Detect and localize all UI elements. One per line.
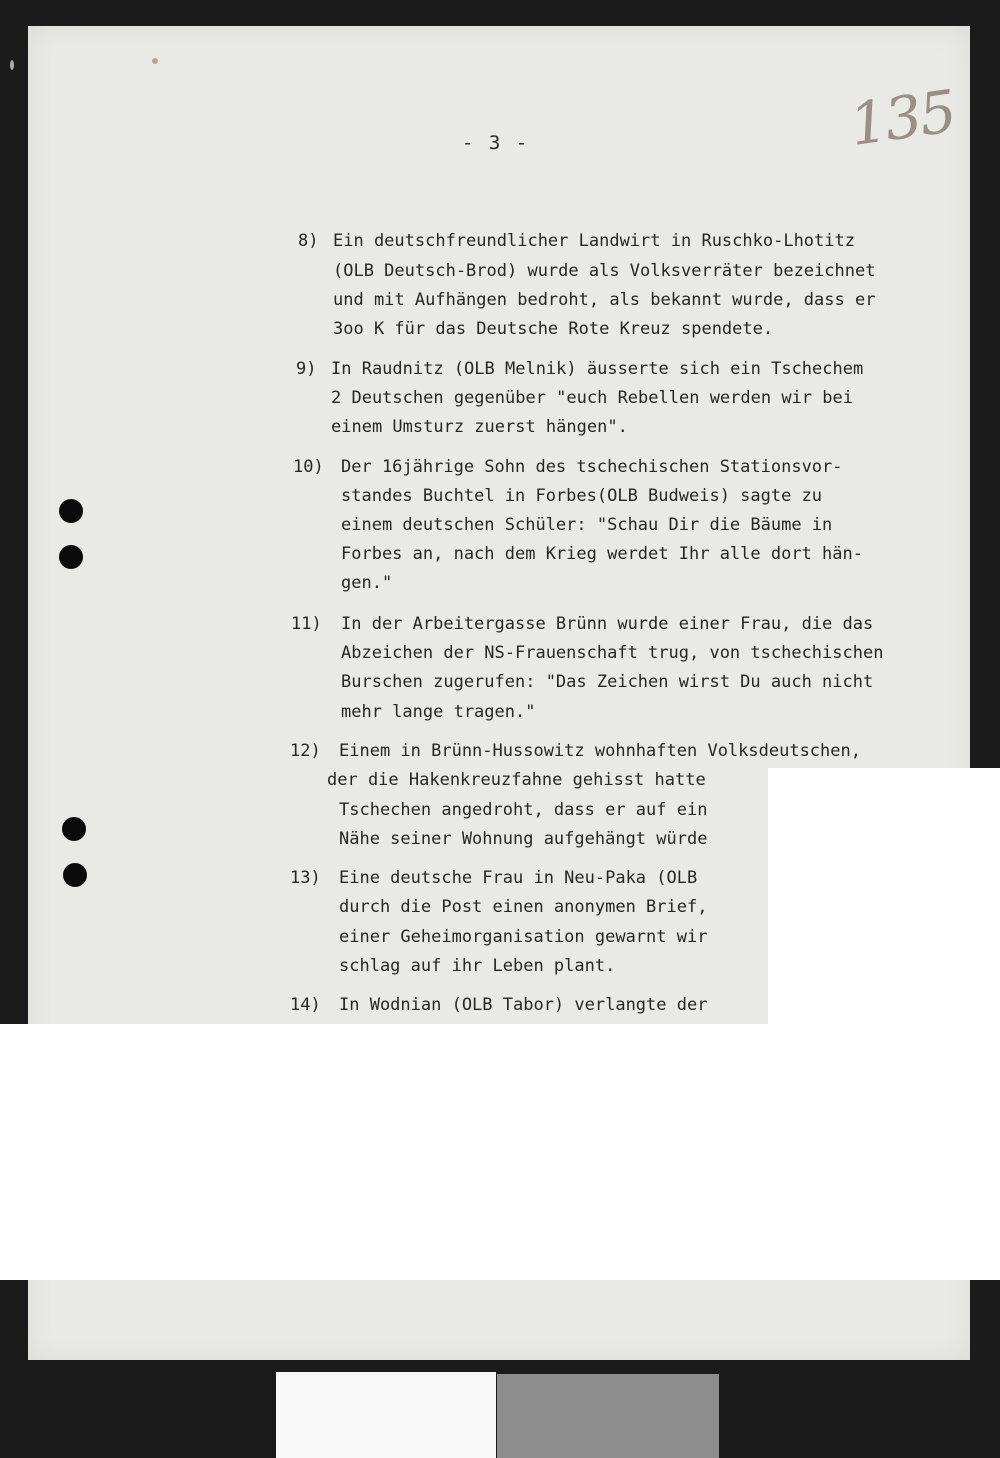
entry-text-line: durch die Post einen anonymen Brief, [339, 897, 708, 917]
entry-text-line: gen." [341, 573, 393, 593]
entry-text-line: 2 Deutschen gegenüber "euch Rebellen werden wir bei [331, 388, 853, 408]
entry-text-line: Forbes an, nach dem Krieg werdet Ihr alle dort hän- [341, 544, 863, 564]
white-reference-card [276, 1372, 496, 1458]
redaction-block-bottom [0, 1024, 1000, 1280]
entry-text-line: standes Buchtel in Forbes(OLB Budweis) sagte zu [341, 486, 823, 506]
entry-text-line: Nähe seiner Wohnung aufgehängt würde [339, 829, 708, 849]
entry-text-line: Burschen zugerufen: "Das Zeichen wirst Du auch nicht [341, 672, 874, 692]
entry-text-line: Einem in Brünn-Hussowitz wohnhaften Volksdeutschen, [339, 741, 861, 761]
entry-text-line: In der Arbeitergasse Brünn wurde einer Frau, die das [341, 614, 874, 634]
entry-text-line: In Wodnian (OLB Tabor) verlangte der [339, 995, 708, 1015]
dust-speck [152, 58, 158, 64]
entry-text-line: mehr lange tragen." [341, 702, 536, 722]
entry-text-line: Abzeichen der NS-Frauenschaft trug, von tschechischen [341, 643, 884, 663]
entry-number: 11) [291, 614, 322, 634]
entry-text-line: Tschechen angedroht, dass er auf ein [339, 800, 708, 820]
punch-hole [59, 499, 83, 523]
entry-text-line: Eine deutsche Frau in Neu-Paka (OLB [339, 868, 698, 888]
punch-hole [62, 817, 86, 841]
punch-hole [59, 545, 83, 569]
entry-text-line: Ein deutschfreundlicher Landwirt in Ruschko-Lhotitz [333, 231, 855, 251]
entry-text-line: schlag auf ihr Leben plant. [339, 956, 616, 976]
entry-text-line: der die Hakenkreuzfahne gehisst hatte [327, 770, 706, 790]
entry-text-line: einem deutschen Schüler: "Schau Dir die Bäume in [341, 515, 833, 535]
entry-number: 9) [296, 359, 317, 379]
folio-number: 135 [845, 77, 959, 159]
entry-number: 10) [293, 457, 324, 477]
entry-number: 13) [290, 868, 321, 888]
gray-reference-card [497, 1374, 719, 1458]
entry-text-line: (OLB Deutsch-Brod) wurde als Volksverräter bezeichnet [333, 261, 876, 281]
page-number: - 3 - [462, 132, 530, 154]
entry-number: 12) [290, 741, 321, 761]
dust-speck [10, 60, 14, 70]
entry-number: 14) [290, 995, 321, 1015]
entry-text-line: Der 16jährige Sohn des tschechischen Stationsvor- [341, 457, 843, 477]
entry-text-line: und mit Aufhängen bedroht, als bekannt wurde, dass er [333, 290, 876, 310]
entry-text-line: einer Geheimorganisation gewarnt wir [339, 927, 708, 947]
entry-text-line: In Raudnitz (OLB Melnik) äusserte sich ein Tschechem [331, 359, 864, 379]
entry-text-line: einem Umsturz zuerst hängen". [331, 417, 628, 437]
punch-hole [63, 863, 87, 887]
entry-text-line: 3oo K für das Deutsche Rote Kreuz spendete. [333, 319, 774, 339]
entry-number: 8) [298, 231, 319, 251]
